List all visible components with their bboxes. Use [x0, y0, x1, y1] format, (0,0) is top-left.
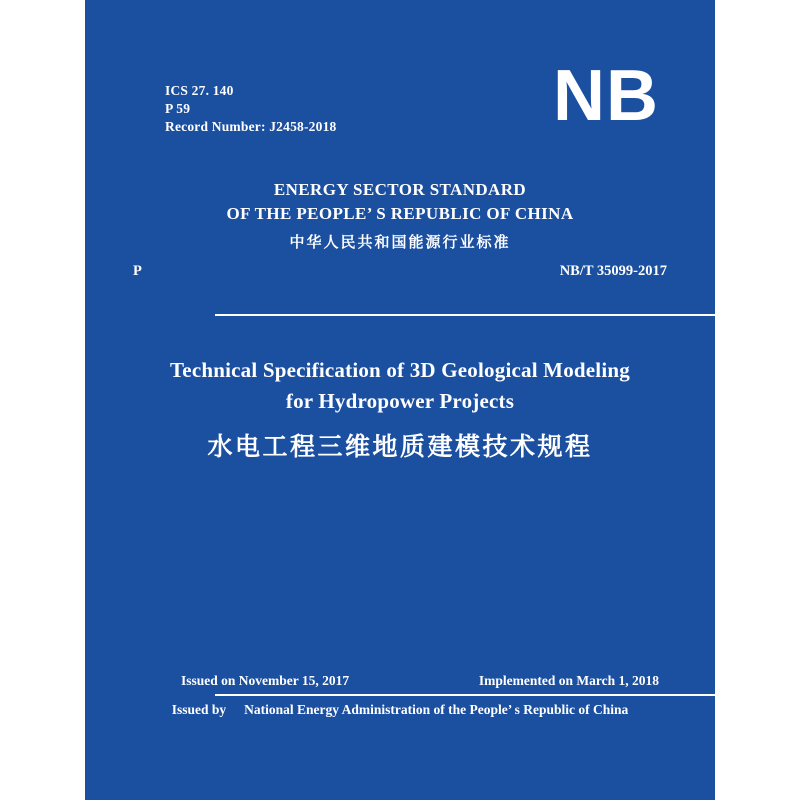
- title-english-line-2: for Hydropower Projects: [285, 389, 515, 413]
- divider-bottom: [215, 694, 715, 696]
- issuer-name: National Energy Administration of the People’ s Republic of China: [244, 702, 629, 717]
- standard-cover-page: [85, 0, 715, 800]
- standard-code-row: [133, 263, 667, 280]
- classification-code: P 59: [165, 101, 191, 116]
- nb-logo: NB: [553, 56, 659, 136]
- dates-row: [181, 673, 659, 689]
- implemented-date: Implemented on March 1, 2018: [478, 673, 659, 688]
- organization-line-1: ENERGY SECTOR STANDARD: [273, 180, 527, 199]
- record-number: Record Number: J2458-2018: [165, 119, 337, 134]
- class-code: P: [133, 263, 142, 279]
- title-chinese: 水电工程三维地质建模技术规程: [207, 432, 593, 461]
- standard-number: NB/T 35099-2017: [559, 263, 667, 279]
- organization-line-2: OF THE PEOPLE’ S REPUBLIC OF CHINA: [226, 204, 574, 223]
- issued-date: Issued on November 15, 2017: [181, 673, 350, 688]
- organization-line-chinese: 中华人民共和国能源行业标准: [289, 233, 511, 251]
- document-title: [85, 355, 715, 465]
- issuer-row: [85, 700, 715, 720]
- issuing-organization: [85, 178, 715, 255]
- title-english-line-1: Technical Specification of 3D Geological Modeling: [170, 358, 630, 382]
- divider-top: [215, 314, 715, 316]
- issuer-label: Issued by: [171, 702, 227, 717]
- ics-code: ICS 27. 140: [165, 83, 234, 98]
